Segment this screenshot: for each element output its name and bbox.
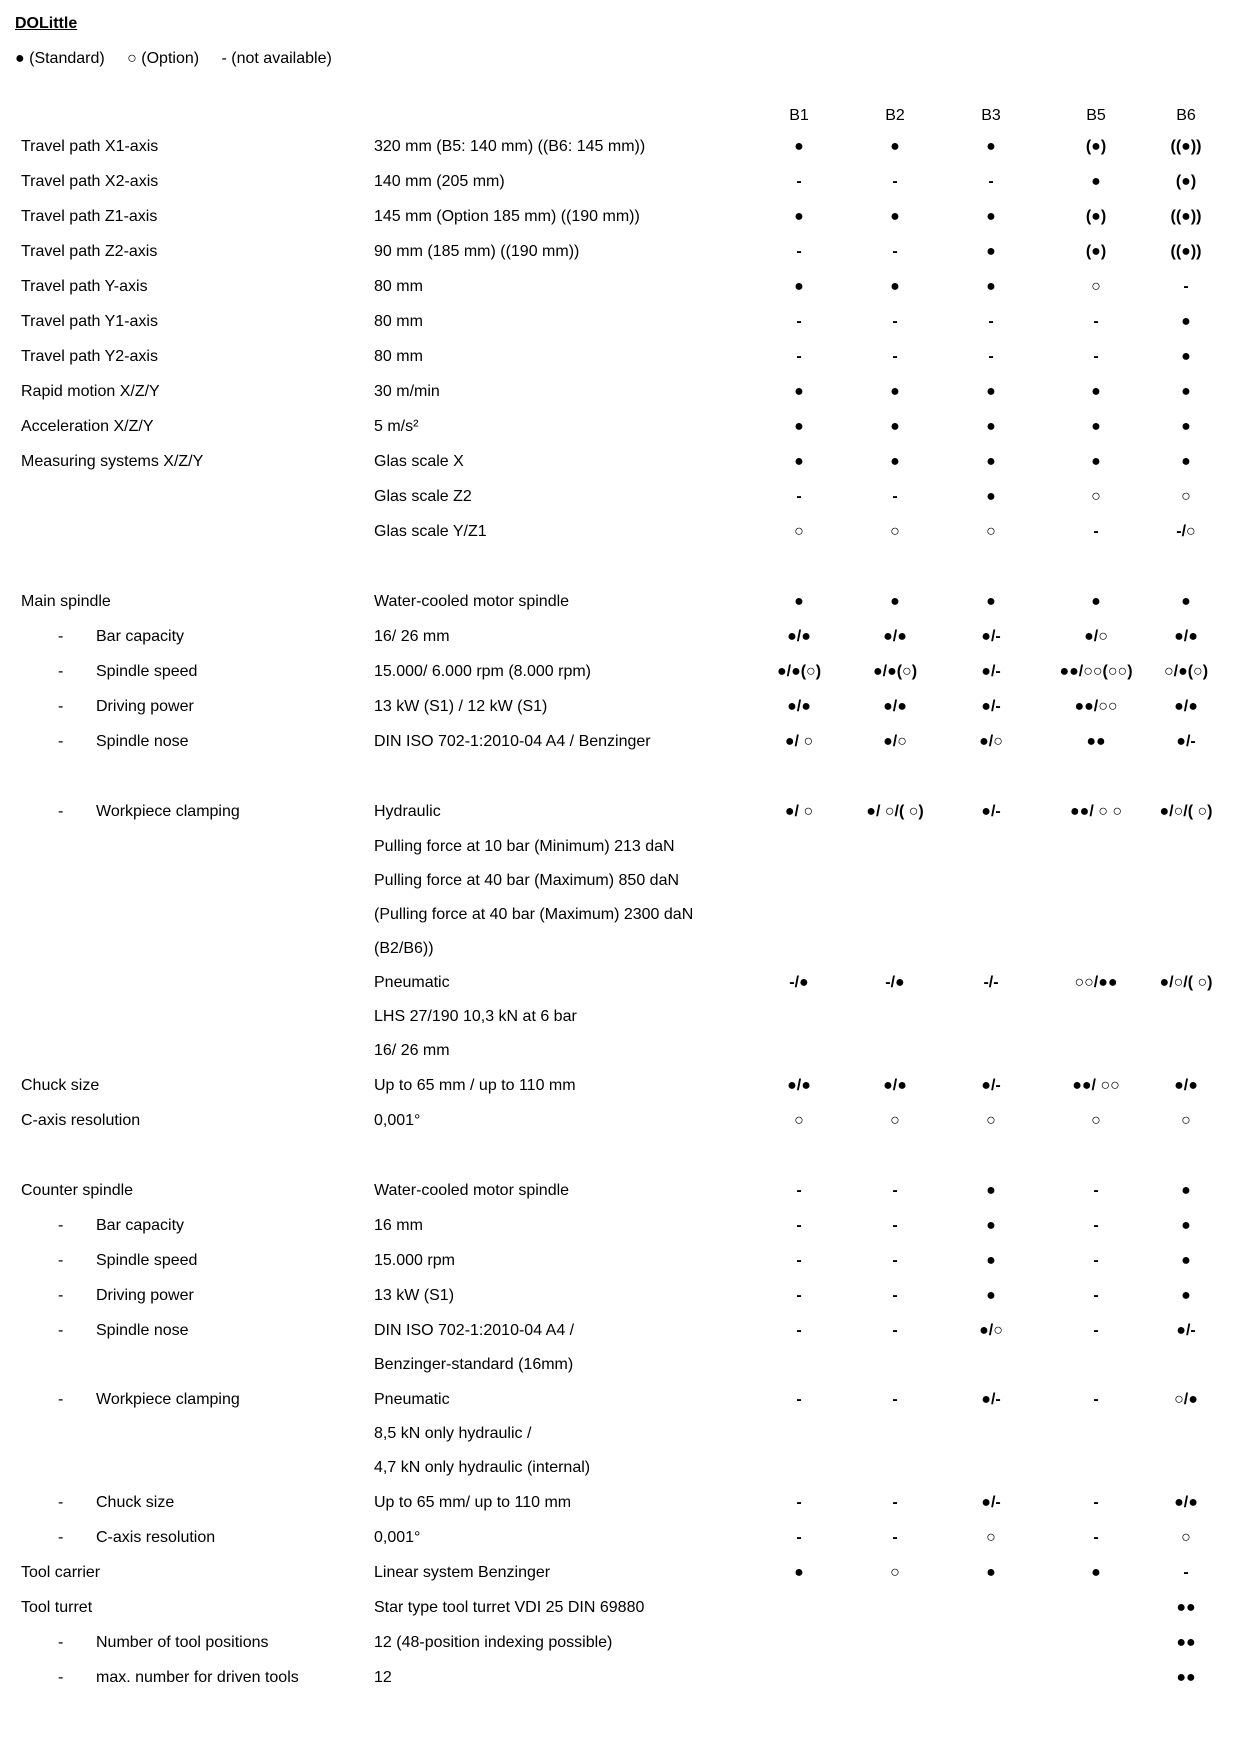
row-label: Spindle nose [96,733,189,750]
row-spec: Pneumatic [374,1391,450,1408]
availability-b1: ● [794,383,804,400]
row-label: Driving power [96,698,194,715]
row-spec: 80 mm [374,313,423,330]
availability-b5: ● [1091,418,1101,435]
availability-b6: ●/○/( ○) [1159,803,1213,820]
availability-b3: ● [986,1252,996,1269]
row-spec: 90 mm (185 mm) ((190 mm)) [374,243,580,260]
availability-b6: ((●)) [1170,208,1202,225]
sub-item-dash: - [58,1391,64,1408]
row-spec: DIN ISO 702-1:2010-04 A4 / Benzinger [374,733,651,750]
row-label: Workpiece clamping [96,803,240,820]
column-header-b1: B1 [789,107,809,124]
row-label: Spindle speed [96,1252,198,1269]
row-label: Acceleration X/Z/Y [21,418,154,435]
availability-b3: ● [986,1564,996,1581]
availability-b1: ● [794,278,804,295]
availability-b6: ● [1181,348,1191,365]
row-label: Travel path Z1-axis [21,208,158,225]
availability-b3: ●/- [981,663,1001,680]
availability-b5: ●●/○○(○○) [1059,663,1133,680]
availability-b2: ●/●(○) [872,663,918,680]
availability-b3: ●/- [981,803,1001,820]
availability-b5: ● [1091,383,1101,400]
table-row [0,733,1240,767]
column-header-b3: B3 [981,107,1001,124]
availability-b1: ●/● [787,628,811,645]
row-label: Main spindle [21,593,111,610]
availability-b3: ●/○ [979,1322,1003,1339]
row-label: Number of tool positions [96,1634,269,1651]
availability-b1: ●/ ○ [784,733,814,750]
availability-b6: ○/●(○) [1163,663,1209,680]
availability-b2: ● [890,383,900,400]
availability-b6: - [1183,1564,1189,1581]
availability-b2: ● [890,138,900,155]
row-spec: 13 kW (S1) [374,1287,455,1304]
availability-b5: - [1093,1217,1099,1234]
sub-item-dash: - [58,1217,64,1234]
availability-b3: ● [986,138,996,155]
table-row [0,453,1240,487]
row-spec: 5 m/s² [374,418,419,435]
row-spec: 30 m/min [374,383,440,400]
availability-b3: - [988,348,994,365]
row-spec: DIN ISO 702-1:2010-04 A4 / [374,1322,575,1339]
availability-b3: ● [986,243,996,260]
availability-b6: ● [1181,1287,1191,1304]
row-label: Bar capacity [96,1217,185,1234]
availability-b6: ((●)) [1170,243,1202,260]
row-spec: Benzinger-standard (16mm) [374,1356,574,1373]
row-label: Chuck size [21,1077,100,1094]
availability-b5: - [1093,313,1099,330]
availability-b6: - [1183,278,1189,295]
availability-b1: - [796,1529,802,1546]
row-label: Measuring systems X/Z/Y [21,453,204,470]
availability-b2: ● [890,208,900,225]
availability-b1: ●/●(○) [776,663,822,680]
table-row [0,1634,1240,1668]
row-label: Chuck size [96,1494,175,1511]
availability-b5: - [1093,1287,1099,1304]
availability-b1: - [796,1391,802,1408]
availability-b1: - [796,1252,802,1269]
availability-b3: ●/- [981,698,1001,715]
availability-b5: - [1093,1182,1099,1199]
row-spec: 140 mm (205 mm) [374,173,505,190]
sub-item-dash: - [58,1634,64,1651]
availability-b1: ○ [794,523,804,540]
availability-b5: ○○/●● [1074,974,1118,991]
availability-b3: - [988,173,994,190]
table-row [0,663,1240,697]
document-title: DOLittle [15,15,78,32]
availability-b1: - [796,1322,802,1339]
availability-b1: ● [794,418,804,435]
table-row [0,1217,1240,1251]
table-row [0,278,1240,312]
row-spec: 80 mm [374,278,423,295]
row-spec: 15.000/ 6.000 rpm (8.000 rpm) [374,663,592,680]
availability-b2: ● [890,593,900,610]
availability-b3: -/- [983,974,999,991]
availability-b3: ○ [986,1112,996,1129]
row-label: Travel path Y2-axis [21,348,158,365]
availability-b3: ●/- [981,628,1001,645]
availability-b3: ● [986,418,996,435]
availability-b3: ●/○ [979,733,1003,750]
row-spec: Water-cooled motor spindle [374,1182,570,1199]
availability-b2: - [892,1182,898,1199]
availability-b1: ○ [794,1112,804,1129]
availability-b2: ● [890,278,900,295]
table-row [0,698,1240,732]
availability-b2: - [892,488,898,505]
table-row [0,1077,1240,1111]
availability-b6: ● [1181,593,1191,610]
availability-b6: ●/● [1174,698,1198,715]
table-row [0,1042,1240,1076]
availability-b5: ●●/ ○ ○ [1070,803,1122,820]
column-header-b6: B6 [1176,107,1196,124]
availability-b5: ● [1091,1564,1101,1581]
availability-b2: - [892,348,898,365]
availability-b2: ●/● [883,698,907,715]
availability-b6: ●/- [1176,733,1196,750]
availability-b2: - [892,243,898,260]
availability-b2: ● [890,418,900,435]
availability-b6: ● [1181,1217,1191,1234]
legend-not-available: - (not available) [221,50,332,67]
sub-item-dash: - [58,1669,64,1686]
table-row [0,383,1240,417]
availability-b6: ● [1181,1182,1191,1199]
availability-b6: ● [1181,313,1191,330]
availability-b1: ●/ ○ [784,803,814,820]
row-spec: 16/ 26 mm [374,628,450,645]
table-row [0,1494,1240,1528]
availability-b6: ●/● [1174,628,1198,645]
table-row [0,313,1240,347]
table-row [0,1391,1240,1425]
row-label: Spindle speed [96,663,198,680]
availability-b2: - [892,1217,898,1234]
row-label: Tool carrier [21,1564,101,1581]
availability-b2: - [892,1252,898,1269]
availability-b1: ● [794,593,804,610]
availability-b2: ●/● [883,1077,907,1094]
availability-b1: ●/● [787,1077,811,1094]
availability-b5: ●/○ [1084,628,1108,645]
availability-b2: ●/● [883,628,907,645]
availability-b5: - [1093,523,1099,540]
availability-b1: ● [794,208,804,225]
table-row [0,243,1240,277]
availability-b5: - [1093,1529,1099,1546]
availability-b5: ● [1091,593,1101,610]
availability-b5: ●●/ ○○ [1072,1077,1120,1094]
row-label: max. number for driven tools [96,1669,299,1686]
availability-b5: (●) [1085,243,1107,260]
availability-b2: - [892,1529,898,1546]
availability-b1: ●/● [787,698,811,715]
row-spec: LHS 27/190 10,3 kN at 6 bar [374,1008,577,1025]
availability-b6: ●/● [1174,1077,1198,1094]
row-label: Travel path X2-axis [21,173,159,190]
sub-item-dash: - [58,1287,64,1304]
table-row [0,208,1240,242]
row-spec: 12 (48-position indexing possible) [374,1634,613,1651]
row-label: Counter spindle [21,1182,134,1199]
row-spec: Up to 65 mm/ up to 110 mm [374,1494,572,1511]
availability-b3: ○ [986,523,996,540]
row-label: Spindle nose [96,1322,189,1339]
availability-b2: -/● [885,974,905,991]
availability-b5: (●) [1085,208,1107,225]
availability-b1: -/● [789,974,809,991]
availability-b6: ●● [1176,1669,1196,1686]
availability-b3: ● [986,488,996,505]
availability-b5: (●) [1085,138,1107,155]
availability-b2: - [892,313,898,330]
row-label: Driving power [96,1287,194,1304]
row-label: Travel path Y1-axis [21,313,158,330]
availability-b5: ● [1091,453,1101,470]
table-row [0,872,1240,906]
availability-b6: ●● [1176,1634,1196,1651]
availability-b5: ○ [1091,488,1101,505]
availability-b1: ● [794,1564,804,1581]
table-row [0,138,1240,172]
row-label: C-axis resolution [96,1529,216,1546]
availability-b6: ○/● [1174,1391,1198,1408]
availability-b6: ●/● [1174,1494,1198,1511]
availability-b6: ○ [1181,1529,1191,1546]
availability-b3: ● [986,208,996,225]
availability-b6: ●● [1176,1599,1196,1616]
availability-b2: - [892,1494,898,1511]
column-header-b2: B2 [885,107,905,124]
row-spec: (B2/B6)) [374,940,434,957]
availability-b2: - [892,1322,898,1339]
availability-b3: ●/- [981,1391,1001,1408]
table-row [0,173,1240,207]
availability-b3: ●/- [981,1077,1001,1094]
availability-b5: - [1093,1252,1099,1269]
availability-b3: - [988,313,994,330]
sub-item-dash: - [58,698,64,715]
row-spec: 16/ 26 mm [374,1042,450,1059]
availability-b3: ● [986,453,996,470]
availability-b6: ((●)) [1170,138,1202,155]
table-row [0,1356,1240,1390]
sub-item-dash: - [58,628,64,645]
availability-b5: ●● [1086,733,1106,750]
availability-b6: (●) [1175,173,1197,190]
availability-b5: ● [1091,173,1101,190]
row-label: C-axis resolution [21,1112,141,1129]
availability-b2: - [892,173,898,190]
row-spec: 8,5 kN only hydraulic / [374,1425,532,1442]
availability-b2: ●/ ○/( ○) [866,803,924,820]
availability-b1: - [796,243,802,260]
availability-b2: - [892,1287,898,1304]
table-row [0,1112,1240,1146]
column-header-b5: B5 [1086,107,1106,124]
availability-b6: ○ [1181,1112,1191,1129]
availability-b1: - [796,1217,802,1234]
availability-b6: ●/- [1176,1322,1196,1339]
table-row [0,1425,1240,1459]
availability-b5: ○ [1091,1112,1101,1129]
availability-b5: - [1093,348,1099,365]
row-label: Tool turret [21,1599,93,1616]
table-row [0,418,1240,452]
availability-b2: ○ [890,1112,900,1129]
row-label: Travel path X1-axis [21,138,159,155]
sub-item-dash: - [58,803,64,820]
table-row [0,348,1240,382]
row-spec: (Pulling force at 40 bar (Maximum) 2300 daN [374,906,694,923]
row-spec: Water-cooled motor spindle [374,593,570,610]
availability-b6: ● [1181,1252,1191,1269]
legend [15,50,350,68]
availability-b1: - [796,1182,802,1199]
sub-item-dash: - [58,1252,64,1269]
row-spec: Linear system Benzinger [374,1564,551,1581]
availability-b6: ● [1181,383,1191,400]
row-spec: 12 [374,1669,392,1686]
row-spec: Pulling force at 40 bar (Maximum) 850 daN [374,872,680,889]
row-label: Bar capacity [96,628,185,645]
table-row [0,1669,1240,1703]
table-row [0,1459,1240,1493]
availability-b3: ○ [986,1529,996,1546]
availability-b3: ● [986,383,996,400]
availability-b1: - [796,313,802,330]
availability-b2: ○ [890,1564,900,1581]
row-spec: Pneumatic [374,974,450,991]
availability-b1: - [796,1287,802,1304]
table-row [0,488,1240,522]
table-row [0,974,1240,1008]
availability-b3: ● [986,278,996,295]
row-spec: Glas scale Z2 [374,488,472,505]
table-row [0,1287,1240,1321]
table-row [0,628,1240,662]
availability-b1: ● [794,453,804,470]
availability-b5: - [1093,1391,1099,1408]
row-spec: 80 mm [374,348,423,365]
row-spec: Hydraulic [374,803,441,820]
availability-b1: - [796,488,802,505]
row-spec: 15.000 rpm [374,1252,455,1269]
row-spec: Glas scale X [374,453,464,470]
row-spec: 13 kW (S1) / 12 kW (S1) [374,698,548,715]
table-row [0,523,1240,557]
availability-b3: ● [986,1217,996,1234]
availability-b2: ●/○ [883,733,907,750]
row-label: Workpiece clamping [96,1391,240,1408]
availability-b3: ●/- [981,1494,1001,1511]
availability-b5: ○ [1091,278,1101,295]
availability-b2: ○ [890,523,900,540]
table-row [0,1182,1240,1216]
table-row [0,1564,1240,1598]
row-spec: Glas scale Y/Z1 [374,523,487,540]
table-row [0,803,1240,837]
row-label: Travel path Z2-axis [21,243,158,260]
availability-b6: ○ [1181,488,1191,505]
availability-b5: - [1093,1494,1099,1511]
availability-b2: ● [890,453,900,470]
availability-b1: - [796,1494,802,1511]
availability-b1: ● [794,138,804,155]
row-spec: Up to 65 mm / up to 110 mm [374,1077,576,1094]
availability-b1: - [796,348,802,365]
availability-b3: ● [986,1182,996,1199]
row-label: Travel path Y-axis [21,278,148,295]
availability-b6: ●/○/( ○) [1159,974,1213,991]
table-row [0,940,1240,974]
row-spec: Star type tool turret VDI 25 DIN 69880 [374,1599,645,1616]
availability-b6: ● [1181,453,1191,470]
sub-item-dash: - [58,1529,64,1546]
table-row [0,1322,1240,1356]
legend-option: ○ (Option) [127,50,200,67]
row-spec: 4,7 kN only hydraulic (internal) [374,1459,591,1476]
row-label: Rapid motion X/Z/Y [21,383,160,400]
row-spec: 0,001° [374,1112,421,1129]
availability-b6: ● [1181,418,1191,435]
table-row [0,593,1240,627]
table-row [0,1252,1240,1286]
table-row [0,1529,1240,1563]
row-spec: 145 mm (Option 185 mm) ((190 mm)) [374,208,640,225]
sub-item-dash: - [58,1494,64,1511]
row-spec: 0,001° [374,1529,421,1546]
availability-b2: - [892,1391,898,1408]
availability-b5: - [1093,1322,1099,1339]
sub-item-dash: - [58,1322,64,1339]
table-row [0,1008,1240,1042]
availability-b5: ●●/○○ [1074,698,1118,715]
sub-item-dash: - [58,733,64,750]
table-row [0,1599,1240,1633]
row-spec: 16 mm [374,1217,423,1234]
availability-b3: ● [986,1287,996,1304]
table-row [0,906,1240,940]
sub-item-dash: - [58,663,64,680]
row-spec: 320 mm (B5: 140 mm) ((B6: 145 mm)) [374,138,646,155]
row-spec: Pulling force at 10 bar (Minimum) 213 daN [374,838,675,855]
availability-b1: - [796,173,802,190]
legend-standard: ● (Standard) [15,50,105,67]
availability-b3: ● [986,593,996,610]
availability-b6: -/○ [1176,523,1196,540]
table-row [0,838,1240,872]
